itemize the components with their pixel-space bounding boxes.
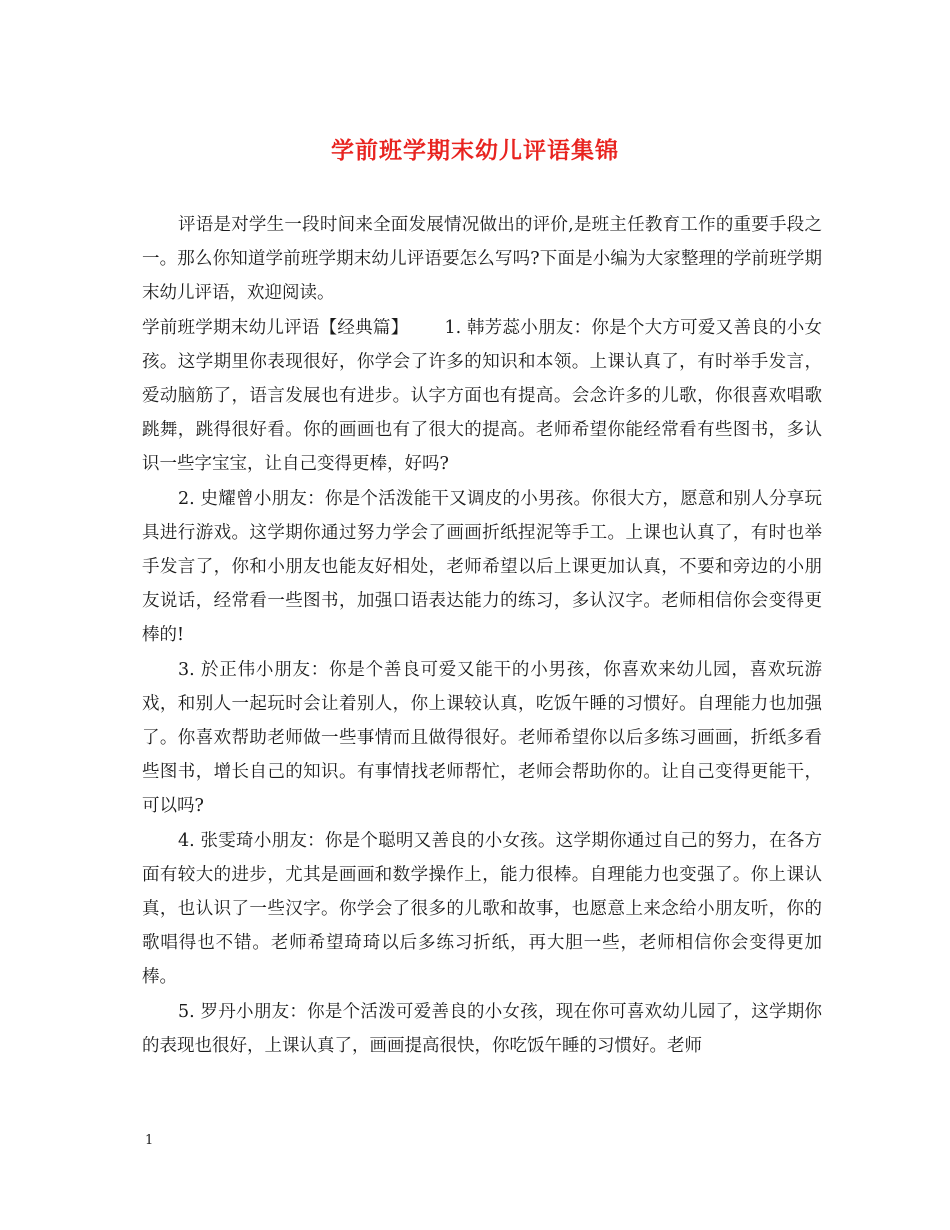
comment-item-1: 1. 韩芳蕊小朋友：你是个大方可爱又善良的小女孩。这学期里你表现很好，你学会了许多的知识和本领。上课认真了，有时举手发言，爱动脑筋了，语言发展也有进步。认字方面也有提高。会念许多的儿歌，你很喜欢唱歌跳舞，跳得很好看。你的画画也有了很大的提高。老师希望你能经常看有些图书，多认识一些字宝宝，让自己变得更棒，好吗?: [142, 317, 823, 475]
document-title: 学前班学期末幼儿评语集锦: [331, 137, 619, 164]
comment-item-5: 5. 罗丹小朋友：你是个活泼可爱善良的小女孩，现在你可喜欢幼儿园了，这学期你的表现也很好，上课认真了，画画提高很快，你吃饭午睡的习惯好。老师: [142, 1001, 822, 1056]
intro-paragraph: 评语是对学生一段时间来全面发展情况做出的评价,是班主任教育工作的重要手段之一。那么你知道学前班学期末幼儿评语要怎么写吗?下面是小编为大家整理的学前班学期末幼儿评语，欢迎阅读。: [142, 215, 822, 304]
document-body: [142, 208, 822, 1063]
comment-item-4: 4. 张雯琦小朋友：你是个聪明又善良的小女孩。这学期你通过自己的努力，在各方面有较大的进步，尤其是画画和数学操作上，能力很棒。自理能力也变强了。你上课认真，也认识了一些汉字。你学会了很多的儿歌和故事，也愿意上来念给小朋友听，你的歌唱得也不错。老师希望琦琦以后多练习折纸，再大胆一些，老师相信你会变得更加棒。: [142, 830, 822, 988]
section-paragraph: [142, 311, 822, 482]
page-number: 1: [145, 1133, 154, 1148]
section-heading: 学前班学期末幼儿评语【经典篇】: [142, 317, 409, 338]
comment-item-2: 2. 史耀曾小朋友：你是个活泼能干又调皮的小男孩。你很大方，愿意和别人分享玩具进行游戏。这学期你通过努力学会了画画折纸捏泥等手工。上课也认真了，有时也举手发言了，你和小朋友也能友好相处，老师希望以后上课更加认真，不要和旁边的小朋友说话，经常看一些图书，加强口语表达能力的练习，多认汉字。老师相信你会变得更棒的!: [142, 488, 822, 646]
comment-item-3: 3. 於正伟小朋友：你是个善良可爱又能干的小男孩，你喜欢来幼儿园，喜欢玩游戏，和别人一起玩时会让着别人，你上课较认真，吃饭午睡的习惯好。自理能力也加强了。你喜欢帮助老师做一些事情而且做得很好。老师希望你以后多练习画画，折纸多看些图书，增长自己的知识。有事情找老师帮忙，老师会帮助你的。让自己变得更能干，可以吗?: [142, 659, 822, 817]
